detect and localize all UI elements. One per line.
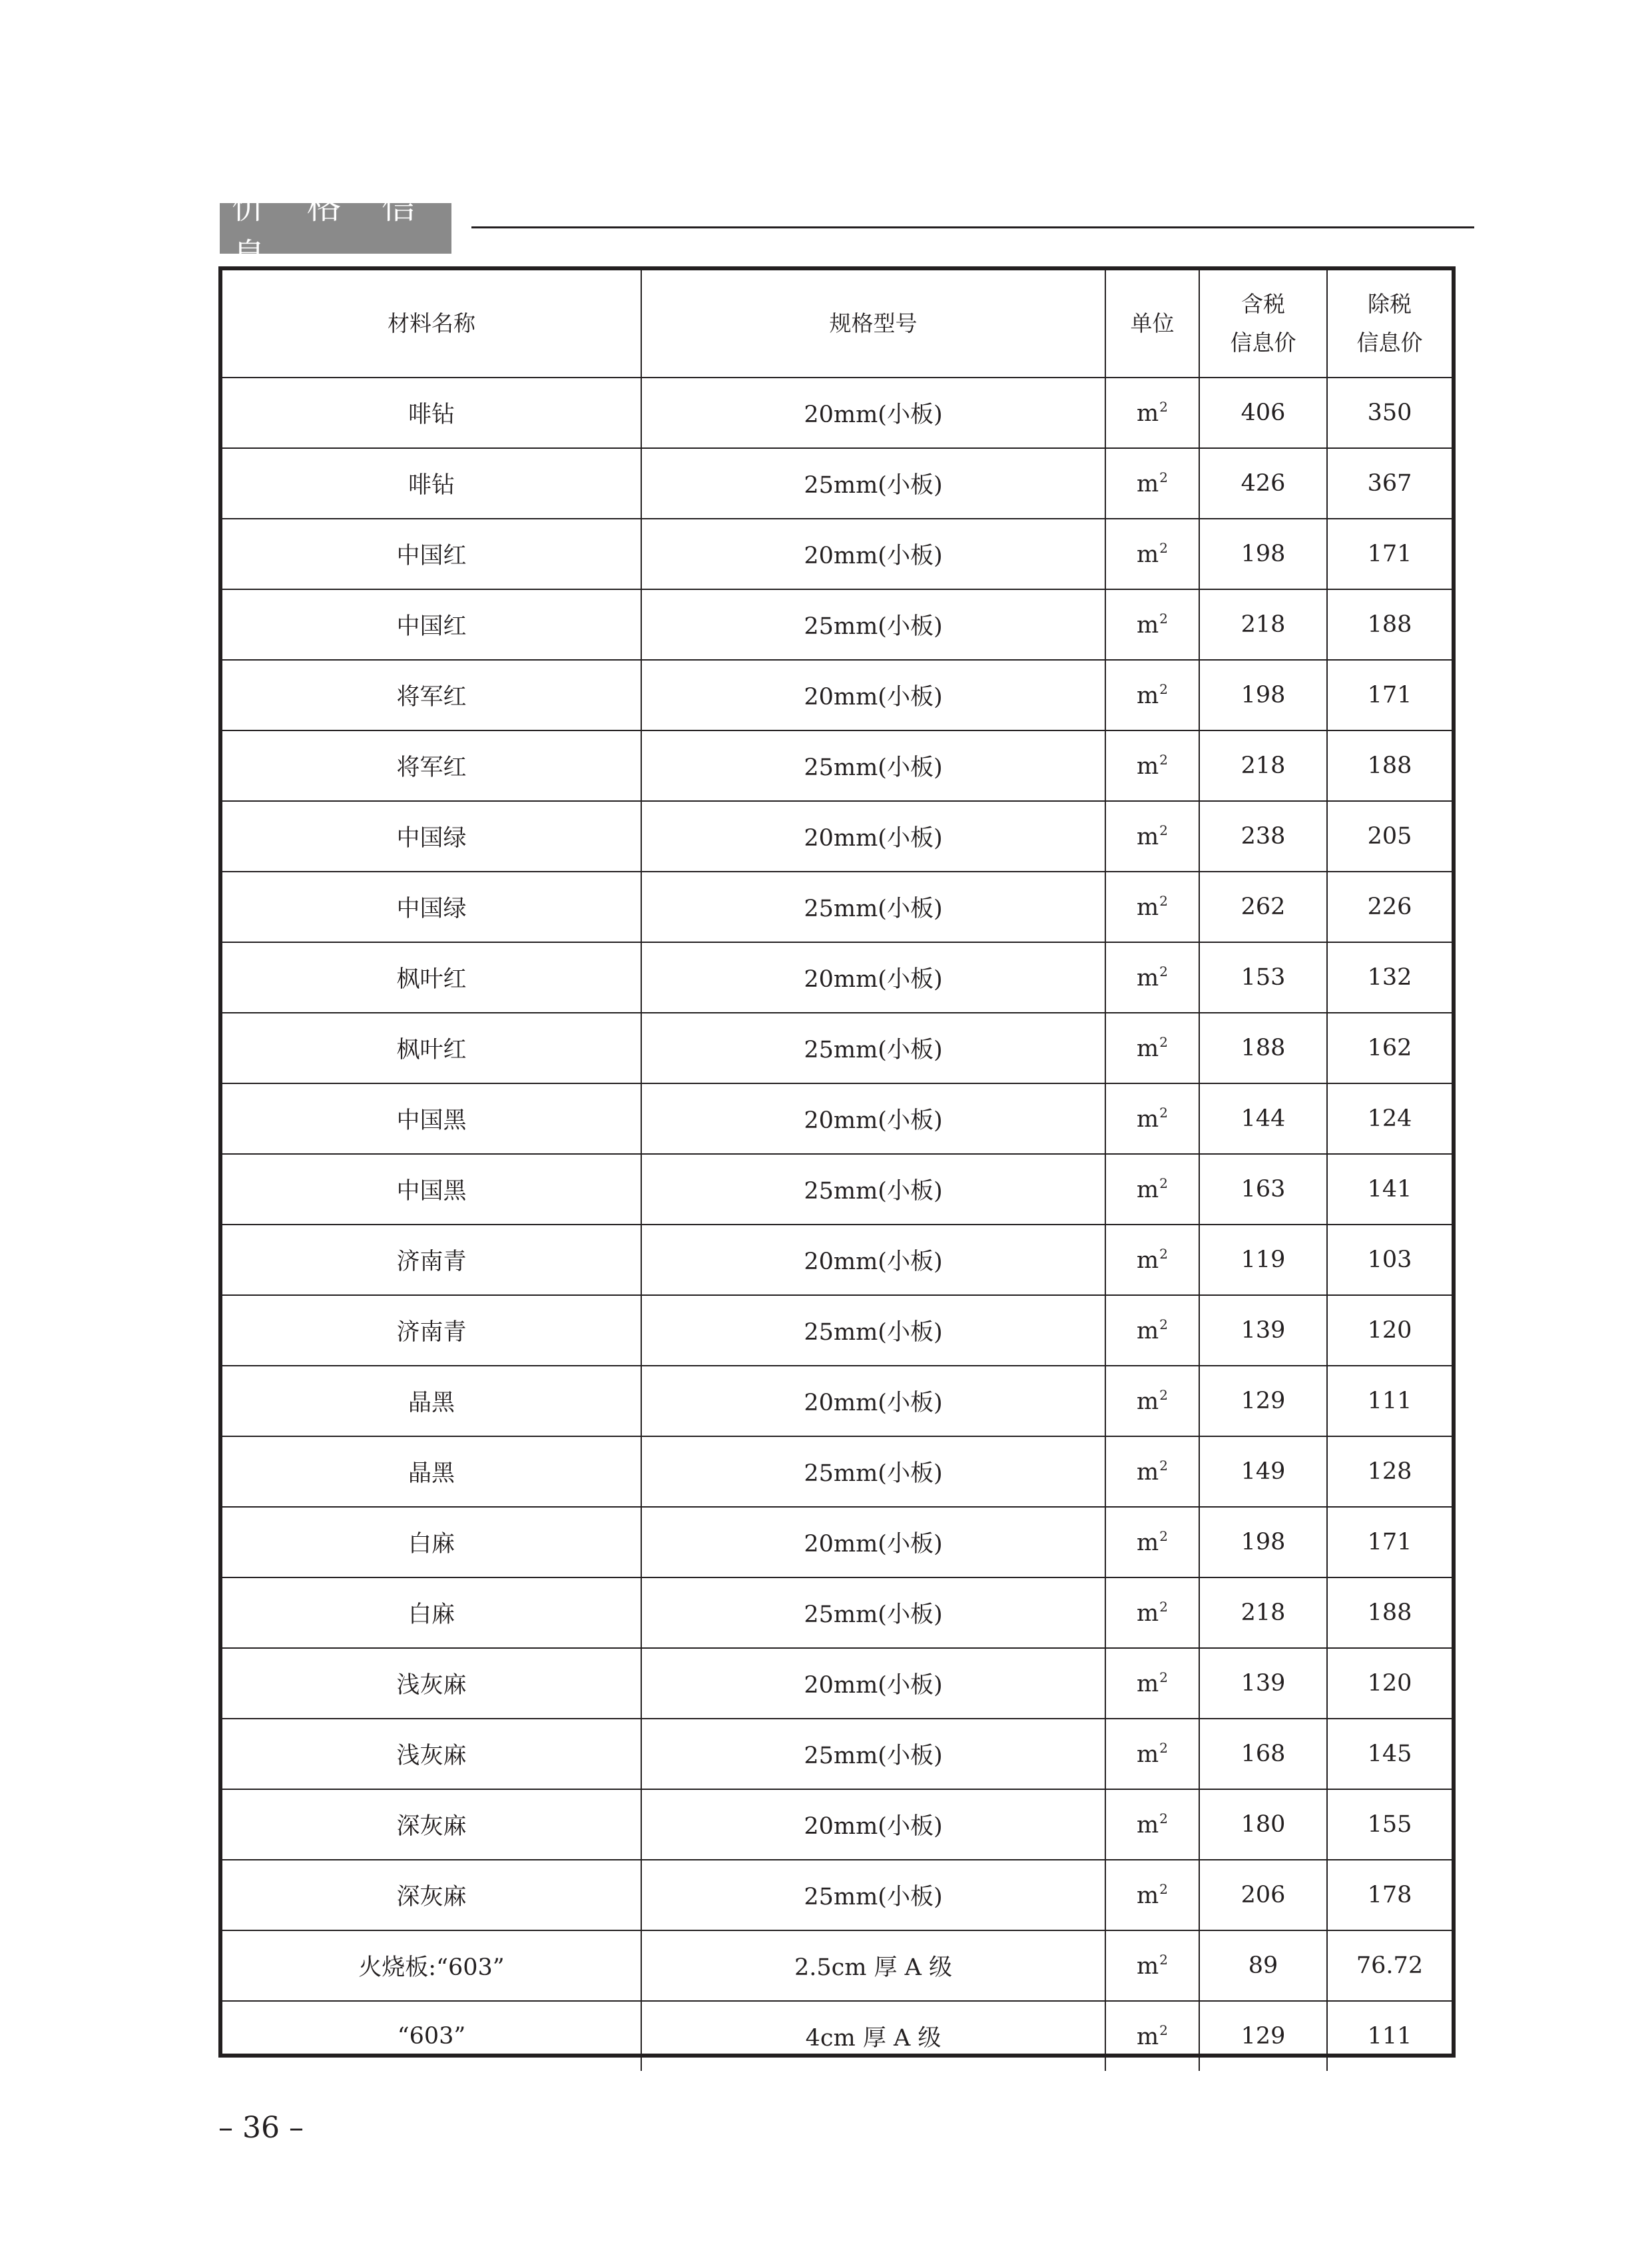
cell-spec: 25mm(小板) [641,448,1105,519]
header-tax-price [1199,270,1327,378]
cell-material-name: 枫叶红 [222,1013,641,1083]
page-number: – 36 – [218,2111,304,2145]
header-material-name [222,270,641,378]
cell-notax-price: 226 [1327,872,1452,942]
cell-unit [1105,1860,1199,1930]
cell-unit [1105,1648,1199,1719]
cell-tax-price: 238 [1199,801,1327,872]
table-row [222,1507,1452,1577]
table-row [222,730,1452,801]
section-divider [471,226,1474,228]
header-notax-line2: 信息价 [1356,330,1423,356]
header-tax-line1: 含税 [1241,291,1285,317]
cell-tax-price: 218 [1199,730,1327,801]
cell-material-name: 啡钻 [222,448,641,519]
cell-tax-price: 139 [1199,1648,1327,1719]
cell-unit-base: m [1137,1247,1159,1274]
cell-unit-exponent: 2 [1159,1740,1168,1756]
cell-spec: 20mm(小板) [641,942,1105,1013]
cell-unit-exponent: 2 [1159,540,1168,556]
cell-unit-base: m [1137,2024,1159,2050]
table-row [222,1648,1452,1719]
cell-material-name: 浅灰麻 [222,1648,641,1719]
cell-tax-price: 129 [1199,2001,1327,2071]
table-row [222,1930,1452,2001]
cell-unit-exponent: 2 [1159,1811,1168,1827]
cell-notax-price: 171 [1327,1507,1452,1577]
cell-unit-base: m [1137,1106,1159,1133]
cell-material-name: 济南青 [222,1295,641,1366]
cell-unit [1105,1577,1199,1648]
cell-spec: 20mm(小板) [641,378,1105,448]
cell-material-name: 枫叶红 [222,942,641,1013]
cell-tax-price: 218 [1199,1577,1327,1648]
cell-tax-price: 149 [1199,1436,1327,1507]
cell-unit [1105,378,1199,448]
section-title: 价 格 信 息 [232,187,431,277]
cell-tax-price: 262 [1199,872,1327,942]
cell-unit [1105,1789,1199,1860]
cell-tax-price: 163 [1199,1154,1327,1225]
table-row [222,519,1452,589]
cell-spec: 25mm(小板) [641,1860,1105,1930]
cell-unit-base: m [1137,612,1159,639]
cell-unit-exponent: 2 [1159,1458,1168,1474]
cell-notax-price: 120 [1327,1648,1452,1719]
cell-spec: 4cm 厚 A 级 [641,2001,1105,2071]
cell-spec: 25mm(小板) [641,1295,1105,1366]
cell-unit [1105,519,1199,589]
cell-unit-exponent: 2 [1159,822,1168,838]
cell-unit-base: m [1137,1953,1159,1980]
cell-spec: 25mm(小板) [641,1719,1105,1789]
cell-unit-exponent: 2 [1159,399,1168,415]
cell-unit [1105,872,1199,942]
cell-unit [1105,1719,1199,1789]
cell-spec: 25mm(小板) [641,589,1105,660]
header-spec-label: 规格型号 [829,310,918,336]
cell-tax-price: 119 [1199,1225,1327,1295]
cell-tax-price: 218 [1199,589,1327,660]
cell-unit [1105,730,1199,801]
cell-notax-price: 162 [1327,1013,1452,1083]
cell-unit-base: m [1137,1741,1159,1768]
cell-material-name: 将军红 [222,730,641,801]
cell-unit-exponent: 2 [1159,1175,1168,1191]
cell-tax-price: 198 [1199,519,1327,589]
cell-unit-base: m [1137,965,1159,991]
cell-unit-exponent: 2 [1159,1669,1168,1685]
cell-unit-exponent: 2 [1159,2022,1168,2038]
cell-unit-exponent: 2 [1159,1105,1168,1121]
cell-unit-base: m [1137,1812,1159,1838]
cell-notax-price: 350 [1327,378,1452,448]
cell-unit-base: m [1137,824,1159,850]
cell-unit [1105,1436,1199,1507]
cell-spec: 20mm(小板) [641,660,1105,730]
cell-material-name: 晶黑 [222,1436,641,1507]
cell-notax-price: 76.72 [1327,1930,1452,2001]
cell-unit-base: m [1137,894,1159,921]
cell-unit-exponent: 2 [1159,1246,1168,1262]
cell-unit-base: m [1137,753,1159,780]
cell-unit-exponent: 2 [1159,1599,1168,1615]
table-row [222,1789,1452,1860]
cell-unit [1105,2001,1199,2071]
table-row [222,872,1452,942]
cell-notax-price: 367 [1327,448,1452,519]
cell-tax-price: 153 [1199,942,1327,1013]
cell-notax-price: 145 [1327,1719,1452,1789]
table-row [222,1295,1452,1366]
table-row [222,1366,1452,1436]
cell-notax-price: 132 [1327,942,1452,1013]
cell-spec: 25mm(小板) [641,1436,1105,1507]
cell-spec: 20mm(小板) [641,1083,1105,1154]
cell-unit-base: m [1137,1388,1159,1415]
cell-notax-price: 124 [1327,1083,1452,1154]
cell-spec: 20mm(小板) [641,519,1105,589]
cell-tax-price: 144 [1199,1083,1327,1154]
cell-notax-price: 155 [1327,1789,1452,1860]
cell-notax-price: 178 [1327,1860,1452,1930]
cell-material-name: 中国绿 [222,872,641,942]
cell-notax-price: 120 [1327,1295,1452,1366]
cell-spec: 20mm(小板) [641,801,1105,872]
cell-material-name: “603” [222,2001,641,2071]
table-row [222,801,1452,872]
cell-unit-exponent: 2 [1159,1387,1168,1403]
cell-unit [1105,1930,1199,2001]
cell-material-name: 白麻 [222,1507,641,1577]
cell-spec: 25mm(小板) [641,1577,1105,1648]
cell-notax-price: 141 [1327,1154,1452,1225]
table-row [222,1154,1452,1225]
cell-unit [1105,1225,1199,1295]
section-title-tab [220,187,451,277]
cell-spec: 20mm(小板) [641,1507,1105,1577]
cell-unit-exponent: 2 [1159,752,1168,768]
cell-spec: 25mm(小板) [641,1013,1105,1083]
cell-tax-price: 139 [1199,1295,1327,1366]
cell-unit [1105,1507,1199,1577]
table-row [222,589,1452,660]
cell-unit-exponent: 2 [1159,1316,1168,1332]
cell-notax-price: 188 [1327,1577,1452,1648]
cell-unit-base: m [1137,683,1159,709]
cell-notax-price: 111 [1327,2001,1452,2071]
cell-material-name: 中国红 [222,519,641,589]
table-row [222,1577,1452,1648]
header-spec [641,270,1105,378]
table-row [222,1719,1452,1789]
cell-unit [1105,1366,1199,1436]
cell-unit-exponent: 2 [1159,893,1168,909]
header-notax-line1: 除税 [1368,291,1412,317]
cell-tax-price: 180 [1199,1789,1327,1860]
cell-material-name: 中国红 [222,589,641,660]
header-tax-line2: 信息价 [1230,330,1296,356]
header-notax-price [1327,270,1452,378]
cell-tax-price: 188 [1199,1013,1327,1083]
cell-unit-exponent: 2 [1159,681,1168,697]
cell-notax-price: 188 [1327,589,1452,660]
table-row [222,1225,1452,1295]
cell-unit-exponent: 2 [1159,1952,1168,1968]
cell-spec: 25mm(小板) [641,872,1105,942]
cell-unit [1105,1154,1199,1225]
cell-unit [1105,1013,1199,1083]
cell-unit [1105,801,1199,872]
table-row [222,1083,1452,1154]
cell-material-name: 啡钻 [222,378,641,448]
cell-spec: 20mm(小板) [641,1225,1105,1295]
cell-unit [1105,589,1199,660]
cell-tax-price: 89 [1199,1930,1327,2001]
cell-material-name: 浅灰麻 [222,1719,641,1789]
header-material-name-label: 材料名称 [388,310,475,336]
cell-notax-price: 128 [1327,1436,1452,1507]
price-table-body [222,378,1452,2071]
cell-tax-price: 406 [1199,378,1327,448]
cell-tax-price: 206 [1199,1860,1327,1930]
cell-material-name: 白麻 [222,1577,641,1648]
cell-unit [1105,448,1199,519]
price-table-frame [218,266,1456,2058]
cell-spec: 20mm(小板) [641,1789,1105,1860]
table-row [222,942,1452,1013]
table-row [222,1013,1452,1083]
table-row [222,2001,1452,2071]
cell-tax-price: 129 [1199,1366,1327,1436]
cell-notax-price: 188 [1327,730,1452,801]
cell-unit-base: m [1137,1530,1159,1556]
cell-unit-exponent: 2 [1159,611,1168,627]
table-row [222,660,1452,730]
cell-unit-exponent: 2 [1159,469,1168,485]
cell-material-name: 深灰麻 [222,1789,641,1860]
cell-unit-base: m [1137,1177,1159,1203]
cell-tax-price: 198 [1199,660,1327,730]
cell-unit [1105,1083,1199,1154]
cell-unit [1105,942,1199,1013]
table-row [222,1436,1452,1507]
cell-unit-exponent: 2 [1159,1881,1168,1897]
header-unit-label: 单位 [1130,310,1175,336]
table-header-row [222,270,1452,378]
cell-unit-base: m [1137,1882,1159,1909]
cell-unit-exponent: 2 [1159,964,1168,980]
price-table [222,270,1452,2071]
cell-unit-base: m [1137,471,1159,497]
cell-notax-price: 171 [1327,660,1452,730]
cell-material-name: 火烧板:“603” [222,1930,641,2001]
cell-spec: 2.5cm 厚 A 级 [641,1930,1105,2001]
cell-material-name: 中国黑 [222,1154,641,1225]
cell-material-name: 深灰麻 [222,1860,641,1930]
cell-unit-base: m [1137,400,1159,427]
cell-notax-price: 171 [1327,519,1452,589]
cell-material-name: 将军红 [222,660,641,730]
cell-unit [1105,660,1199,730]
table-row [222,448,1452,519]
cell-tax-price: 198 [1199,1507,1327,1577]
cell-unit-exponent: 2 [1159,1034,1168,1050]
table-row [222,378,1452,448]
cell-unit-base: m [1137,1671,1159,1697]
cell-spec: 20mm(小板) [641,1648,1105,1719]
cell-unit-base: m [1137,1600,1159,1627]
cell-material-name: 晶黑 [222,1366,641,1436]
cell-notax-price: 103 [1327,1225,1452,1295]
table-row [222,1860,1452,1930]
cell-unit-base: m [1137,1318,1159,1344]
cell-unit-base: m [1137,1459,1159,1486]
cell-notax-price: 111 [1327,1366,1452,1436]
cell-material-name: 中国黑 [222,1083,641,1154]
cell-spec: 20mm(小板) [641,1366,1105,1436]
header-unit [1105,270,1199,378]
cell-unit-base: m [1137,541,1159,568]
cell-material-name: 中国绿 [222,801,641,872]
cell-unit-exponent: 2 [1159,1528,1168,1544]
cell-tax-price: 168 [1199,1719,1327,1789]
cell-spec: 25mm(小板) [641,1154,1105,1225]
cell-tax-price: 426 [1199,448,1327,519]
cell-material-name: 济南青 [222,1225,641,1295]
cell-notax-price: 205 [1327,801,1452,872]
cell-unit-base: m [1137,1035,1159,1062]
cell-unit [1105,1295,1199,1366]
cell-spec: 25mm(小板) [641,730,1105,801]
